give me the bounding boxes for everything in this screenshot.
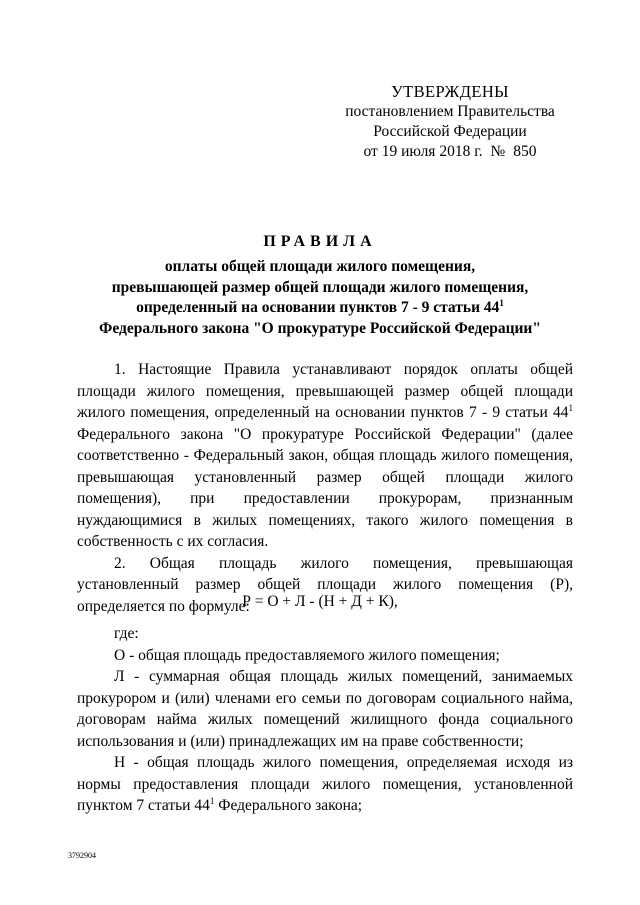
- subtitle-line-2: превышающей размер общей площади жилого помещения,: [111, 278, 529, 296]
- definition-n-part-a: Н - общая площадь жилого помещения, определяемая исходя из нормы предоставления площади жилого помещения, установленной пунктом 7 статьи 44: [77, 754, 573, 814]
- approval-title: УТВЕРЖДЕНЫ: [391, 82, 509, 101]
- approval-number: 850: [513, 143, 537, 160]
- approval-block: [330, 82, 570, 162]
- document-subtitle: [60, 257, 580, 339]
- formula: Р = О + Л - (Н + Д + К),: [242, 593, 398, 610]
- subtitle-line-3-text: определенный на основании пунктов 7 - 9 статьи 44: [136, 299, 500, 316]
- approval-number-label: №: [490, 143, 506, 160]
- body-section-1: [77, 359, 573, 617]
- paragraph-1: [77, 359, 573, 553]
- paragraph-1-superscript: 1: [568, 402, 573, 413]
- definition-o: О - общая площадь предоставляемого жилого помещения;: [114, 646, 500, 664]
- subtitle-line-4: Федерального закона "О прокуратуре Российской Федерации": [99, 319, 541, 337]
- approval-date: от 19 июля 2018 г.: [363, 143, 483, 160]
- approval-line-1: постановлением Правительства: [345, 103, 555, 120]
- paragraph-1-part-b: Федерального закона "О прокуратуре Российской Федерации" (далее соответственно - Федеральный закон, общая площадь жилого помещения, превышающая установленный размер общей площади жилого помещения), при предоставлении прокурорам, признанным нуждающимися в жилых помещениях, такого жилого помещения в собственность с их согласия.: [77, 425, 573, 550]
- document-title: ПРАВИЛА: [263, 233, 377, 250]
- definition-l: Л - суммарная общая площадь жилых помещений, занимаемых прокурором и (или) членами его семьи по договорам социального найма, договорам найма жилых помещений жилищного фонда социального использования и (или) принадлежащих им на праве собственности;: [77, 668, 573, 750]
- definition-n-superscript: 1: [209, 795, 215, 806]
- subtitle-line-1: оплаты общей площади жилого помещения,: [164, 258, 476, 275]
- approval-date-line: [330, 142, 570, 162]
- where-label: где:: [114, 625, 139, 642]
- paragraph-1-part-a: 1. Настоящие Правила устанавливают порядок оплаты общей площади жилого помещения, превышающей размер общей площади жилого помещения, определенный на основании пунктов 7 - 9 статьи 44: [77, 361, 573, 421]
- subtitle-superscript: 1: [499, 297, 504, 308]
- body-section-2: [77, 623, 573, 817]
- definition-n-part-b: Федерального закона;: [214, 797, 363, 814]
- document-code: 3792904: [68, 851, 96, 860]
- paragraph-2: 2. Общая площадь жилого помещения, превышающая установленный размер общей площади жилого помещения (Р), определяется по формуле:: [77, 554, 573, 615]
- approval-line-2: Российской Федерации: [373, 123, 527, 140]
- subtitle-line-3: [60, 298, 580, 319]
- definition-n: [77, 752, 573, 817]
